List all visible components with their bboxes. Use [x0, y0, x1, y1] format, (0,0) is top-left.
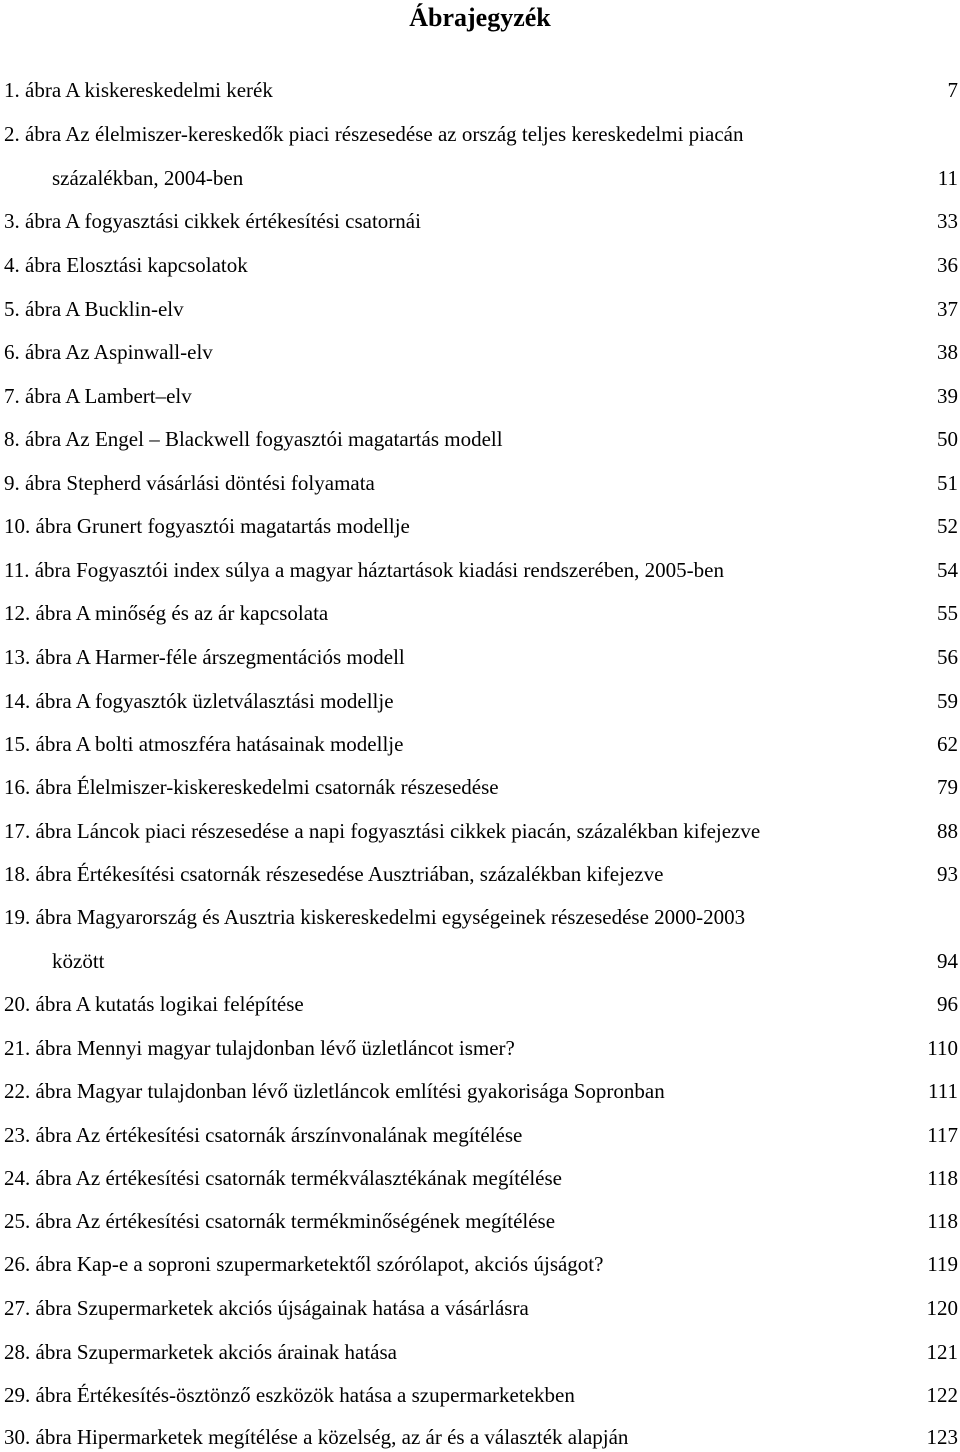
entry-title: 11. ábra Fogyasztói index súlya a magyar háztartások kiadási rendszerében, 2005-ben: [4, 558, 724, 582]
entry-page-number: 88: [937, 819, 958, 843]
list-item: [0, 1380, 960, 1410]
list-item: [0, 511, 960, 541]
entry-page-number: 94: [937, 949, 958, 973]
list-item: [0, 1163, 960, 1193]
entry-title: 23. ábra Az értékesítési csatornák árszínvonalának megítélése: [4, 1123, 523, 1147]
entry-page-number: 118: [927, 1166, 958, 1190]
entry-title: 3. ábra A fogyasztási cikkek értékesítési csatornái: [4, 209, 421, 233]
entry-page-number: 56: [937, 645, 958, 669]
list-item: [0, 772, 960, 802]
list-item: [0, 686, 960, 716]
entry-title: 7. ábra A Lambert–elv: [4, 384, 192, 408]
entry-page-number: 11: [937, 166, 958, 190]
list-item: [0, 1293, 960, 1323]
entry-title: 21. ábra Mennyi magyar tulajdonban lévő üzletláncot ismer?: [4, 1036, 515, 1060]
page-title: Ábrajegyzék: [409, 3, 551, 32]
entry-title: 22. ábra Magyar tulajdonban lévő üzletláncok említési gyakorisága Sopronban: [4, 1079, 665, 1103]
list-item: [0, 1249, 960, 1279]
list-item: [0, 902, 960, 932]
entry-page-number: 120: [926, 1296, 958, 1320]
entry-page-number: 54: [937, 558, 958, 582]
list-item: [0, 75, 960, 105]
list-item: [0, 1033, 960, 1063]
list-item: [0, 337, 960, 367]
entry-page-number: 55: [937, 601, 958, 625]
list-item: [0, 468, 960, 498]
entry-title: 10. ábra Grunert fogyasztói magatartás modellje: [4, 514, 410, 538]
entry-page-number: 50: [937, 427, 958, 451]
entry-page-number: 110: [927, 1036, 958, 1060]
list-item: [0, 1422, 960, 1452]
entry-page-number: 93: [937, 862, 958, 886]
entry-title: 20. ábra A kutatás logikai felépítése: [4, 992, 304, 1016]
entry-page-number: 62: [937, 732, 958, 756]
list-item: [0, 381, 960, 411]
entry-page-number: 39: [937, 384, 958, 408]
list-item: [0, 424, 960, 454]
entry-title: 17. ábra Láncok piaci részesedése a napi fogyasztási cikkek piacán, százalékban kifejezve: [4, 819, 761, 843]
entry-page-number: 118: [927, 1209, 958, 1233]
entry-title: 14. ábra A fogyasztók üzletválasztási modellje: [4, 689, 394, 713]
entry-title: 24. ábra Az értékesítési csatornák termékválasztékának megítélése: [4, 1166, 562, 1190]
list-item: [0, 1120, 960, 1150]
list-item-continuation: [0, 163, 960, 193]
list-item: [0, 206, 960, 236]
entry-page-number: 7: [947, 78, 958, 102]
entry-page-number: 59: [937, 689, 958, 713]
list-item: [0, 250, 960, 280]
entry-page-number: 123: [926, 1425, 958, 1449]
entry-title: 16. ábra Élelmiszer-kiskereskedelmi csatornák részesedése: [4, 775, 499, 799]
entry-title: 4. ábra Elosztási kapcsolatok: [4, 253, 248, 277]
list-item: [0, 729, 960, 759]
entry-title: 15. ábra A bolti atmoszféra hatásainak modellje: [4, 732, 404, 756]
entry-title: 13. ábra A Harmer-féle árszegmentációs modell: [4, 645, 405, 669]
entry-title: 8. ábra Az Engel – Blackwell fogyasztói magatartás modell: [4, 427, 503, 451]
entry-title: 12. ábra A minőség és az ár kapcsolata: [4, 601, 329, 625]
entry-title-continuation: százalékban, 2004-ben: [52, 166, 244, 190]
list-item: [0, 859, 960, 889]
entry-page-number: 122: [926, 1383, 958, 1407]
entry-page-number: 51: [937, 471, 958, 495]
entry-page-number: 52: [937, 514, 958, 538]
entry-page-number: 117: [927, 1123, 958, 1147]
list-item-continuation: [0, 946, 960, 976]
list-item: [0, 555, 960, 585]
entry-page-number: 121: [926, 1340, 958, 1364]
entry-title: 1. ábra A kiskereskedelmi kerék: [4, 78, 273, 102]
entry-title: 30. ábra Hipermarketek megítélése a közelség, az ár és a választék alapján: [4, 1425, 629, 1449]
list-item: [0, 294, 960, 324]
list-item: [0, 642, 960, 672]
entry-title-continuation: között: [52, 949, 105, 973]
entry-title: 19. ábra Magyarország és Ausztria kiskereskedelmi egységeinek részesedése 2000-2003: [4, 905, 746, 929]
entry-title: 25. ábra Az értékesítési csatornák termékminőségének megítélése: [4, 1209, 556, 1233]
entry-title: 28. ábra Szupermarketek akciós árainak hatása: [4, 1340, 397, 1364]
entry-page-number: 119: [927, 1252, 958, 1276]
entry-title: 2. ábra Az élelmiszer-kereskedők piaci részesedése az ország teljes kereskedelmi piacán: [4, 122, 744, 146]
list-item: [0, 989, 960, 1019]
entry-title: 29. ábra Értékesítés-ösztönző eszközök hatása a szupermarketekben: [4, 1383, 575, 1407]
entry-title: 5. ábra A Bucklin-elv: [4, 297, 184, 321]
entry-title: 9. ábra Stepherd vásárlási döntési folyamata: [4, 471, 375, 495]
list-item: [0, 1076, 960, 1106]
entry-page-number: 38: [937, 340, 958, 364]
entry-title: 27. ábra Szupermarketek akciós újságainak hatása a vásárlásra: [4, 1296, 529, 1320]
list-item: [0, 598, 960, 628]
entry-title: 6. ábra Az Aspinwall-elv: [4, 340, 213, 364]
entry-page-number: 33: [937, 209, 958, 233]
entry-title: 18. ábra Értékesítési csatornák részesedése Ausztriában, százalékban kifejezve: [4, 862, 664, 886]
entry-page-number: 96: [937, 992, 958, 1016]
list-item: [0, 119, 960, 149]
list-item: [0, 1206, 960, 1236]
entry-page-number: 36: [937, 253, 958, 277]
list-item: [0, 816, 960, 846]
entry-title: 26. ábra Kap-e a soproni szupermarketektől szórólapot, akciós újságot?: [4, 1252, 604, 1276]
list-item: [0, 1337, 960, 1367]
entry-page-number: 37: [937, 297, 958, 321]
entry-page-number: 79: [937, 775, 958, 799]
entry-page-number: 111: [928, 1079, 958, 1103]
